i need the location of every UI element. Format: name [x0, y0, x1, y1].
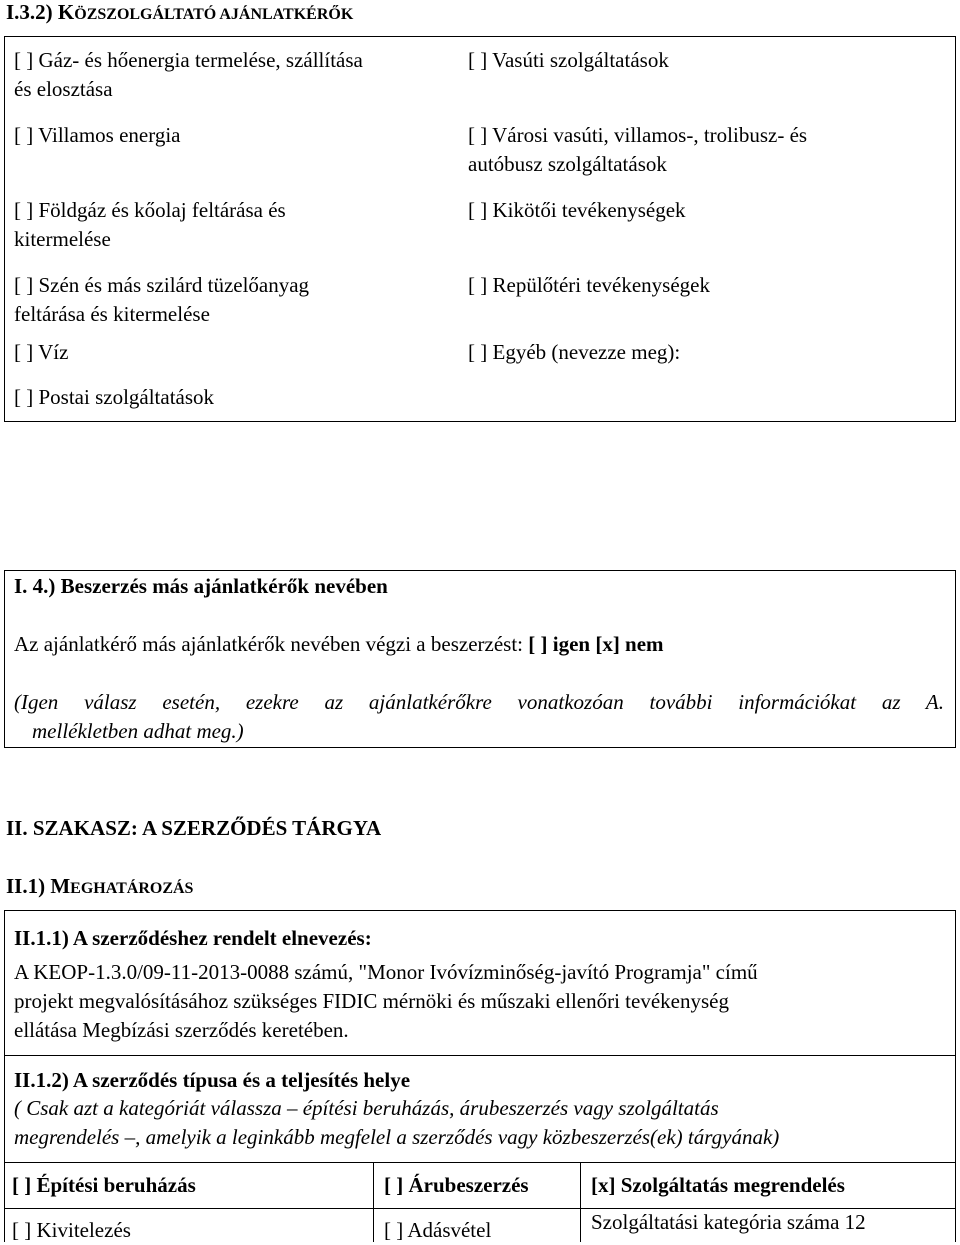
contract-title-line2: projekt megvalósításához szükséges FIDIC mérnöki és műszaki ellenőri tevékenység [14, 989, 729, 1013]
checkbox-option-water[interactable]: [ ] Víz [14, 340, 69, 364]
subtype-option-purchase[interactable]: [ ] Adásvétel [384, 1218, 492, 1242]
contract-type-note-line1: ( Csak azt a kategóriát válassza – építési beruházás, árubeszerzés vagy szolgáltatás [14, 1096, 719, 1120]
contract-title-line1: A KEOP-1.3.0/09-11-2013-0088 számú, "Monor Ivóvízminőség-javító Programja" című [14, 960, 758, 984]
section-heading-ii: II. SZAKASZ: A SZERZŐDÉS TÁRGYA [6, 816, 382, 840]
joint-procurement-note-line2: mellékletben adhat meg.) [32, 719, 244, 743]
checkbox-option-urban-transport[interactable]: [ ] Városi vasúti, villamos-, trolibusz- és autóbusz szolgáltatások [468, 123, 808, 176]
checkbox-option-coal[interactable]: [ ] Szén és más szilárd tüzelőanyag feltárása és kitermelése [14, 273, 310, 326]
contract-title-line3: ellátása Megbízási szerződés keretében. [14, 1018, 349, 1042]
type-table-col-border [580, 1162, 581, 1242]
joint-procurement-answer[interactable]: [ ] igen [x] nem [528, 632, 664, 656]
checkbox-option-postal[interactable]: [ ] Postai szolgáltatások [14, 385, 215, 409]
checkbox-option-other[interactable]: [ ] Egyéb (nevezze meg): [468, 340, 681, 364]
type-option-services[interactable]: [x] Szolgáltatás megrendelés [591, 1173, 845, 1197]
contract-type-heading: II.1.2) A szerződés típusa és a teljesítés helye [14, 1068, 411, 1092]
type-option-supplies[interactable]: [ ] Árubeszerzés [384, 1173, 529, 1197]
section-heading-i4: I. 4.) Beszerzés más ajánlatkérők nevében [14, 574, 388, 598]
checkbox-option-gas-heat[interactable]: [ ] Gáz- és hőenergia termelése, szállítása és elosztása [14, 48, 363, 101]
joint-procurement-note-line1: (Igen válasz esetén, ezekre az ajánlatkérőkre vonatkozóan további információkat az A. [14, 690, 944, 714]
contract-title-heading: II.1.1) A szerződéshez rendelt elnevezés: [14, 926, 372, 950]
checkbox-option-port[interactable]: [ ] Kikötői tevékenységek [468, 198, 686, 222]
checkbox-option-electricity[interactable]: [ ] Villamos energia [14, 123, 181, 147]
checkbox-option-natural-gas-oil[interactable]: [ ] Földgáz és kőolaj feltárása és kitermelése [14, 198, 286, 251]
subtype-option-execution[interactable]: [ ] Kivitelezés [12, 1218, 131, 1242]
section-heading-i32: I.3.2) KÖZSZOLGÁLTATÓ AJÁNLATKÉRŐK [6, 0, 354, 24]
section-heading-ii1: II.1) MEGHATÁROZÁS [6, 874, 194, 898]
service-category-number: Szolgáltatási kategória száma 12 [591, 1210, 866, 1234]
checkbox-option-railway[interactable]: [ ] Vasúti szolgáltatások [468, 48, 669, 72]
type-table-top-border [4, 1162, 956, 1163]
divider [4, 1055, 956, 1056]
joint-procurement-question: Az ajánlatkérő más ajánlatkérők nevében végzi a beszerzést: [ ] igen [x] nem [14, 632, 664, 656]
checkbox-option-airport[interactable]: [ ] Repülőtéri tevékenységek [468, 273, 710, 297]
type-option-works[interactable]: [ ] Építési beruházás [12, 1173, 196, 1197]
contract-type-note-line2: megrendelés –, amelyik a leginkább megfelel a szerződés vagy közbeszerzés(ek) tárgyának) [14, 1125, 780, 1149]
type-table-col-border [373, 1162, 374, 1242]
